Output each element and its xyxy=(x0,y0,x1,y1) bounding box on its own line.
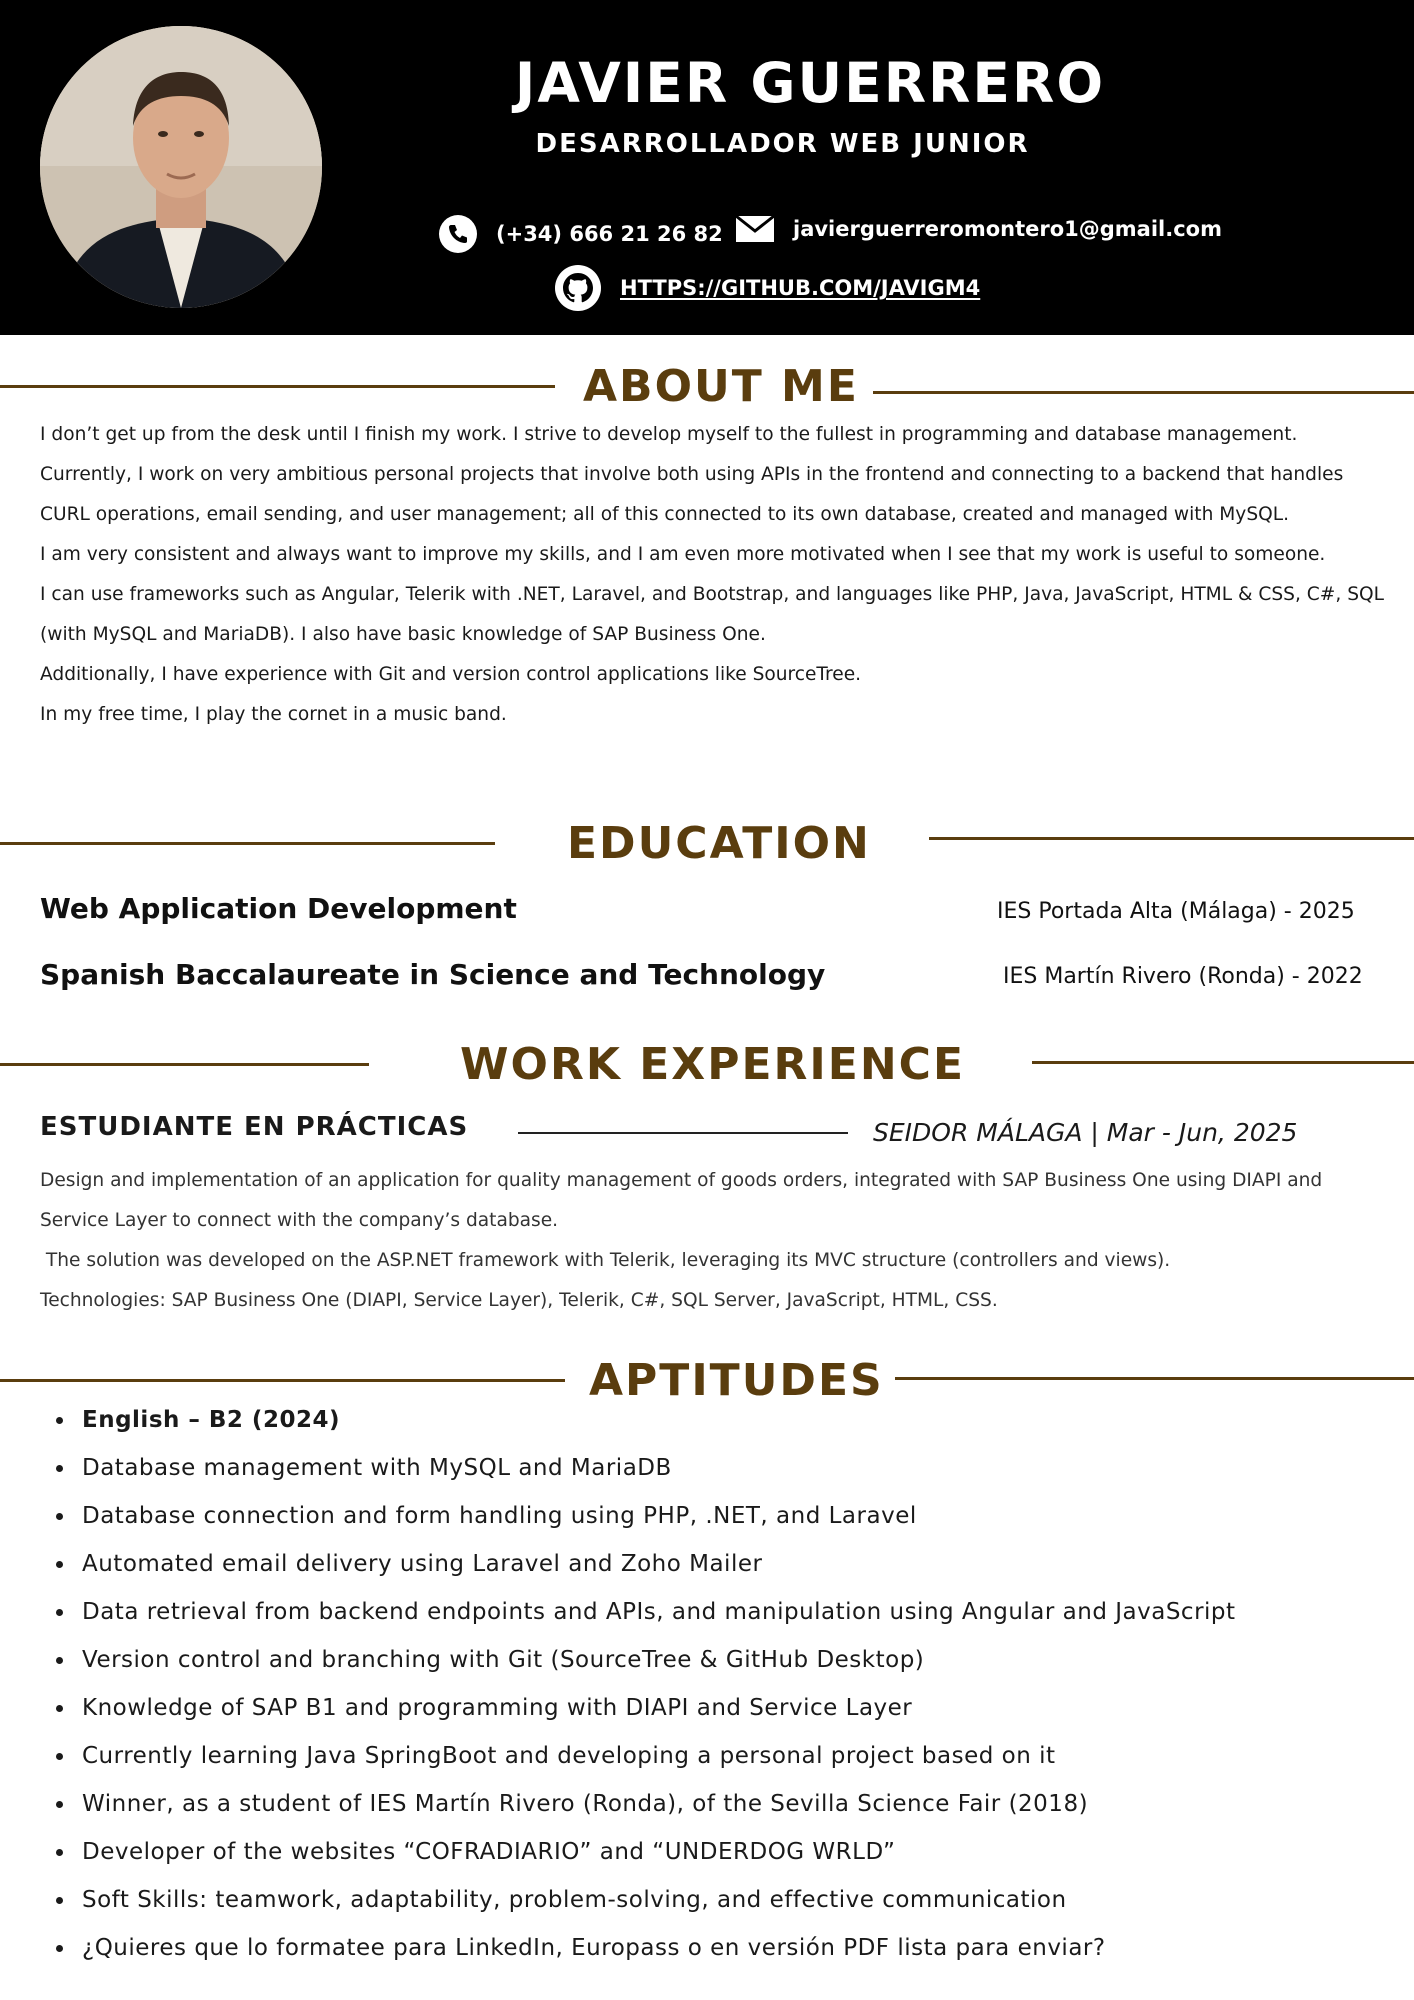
job-description-line: Technologies: SAP Business One (DIAPI, Service Layer), Telerik, C#, SQL Server, JavaScript, HTML, CSS. xyxy=(40,1290,998,1311)
aptitude-item: Version control and branching with Git (SourceTree & GitHub Desktop) xyxy=(40,1636,1400,1684)
candidate-role: DESARROLLADOR WEB JUNIOR xyxy=(535,129,1030,159)
aptitude-item: English – B2 (2024) xyxy=(40,1396,1400,1444)
about-text xyxy=(40,415,1390,735)
header-banner xyxy=(0,0,1414,335)
contact-phone[interactable] xyxy=(438,214,723,254)
aptitude-item: Developer of the websites “COFRADIARIO” and “UNDERDOG WRLD” xyxy=(40,1828,1400,1876)
email-address: javierguerreromontero1@gmail.com xyxy=(793,217,1222,241)
work-divider-right xyxy=(1032,1061,1414,1064)
aptitude-item: ¿Quieres que lo formatee para LinkedIn, Europass o en versión PDF lista para enviar? xyxy=(40,1924,1400,1972)
about-paragraph: In my free time, I play the cornet in a music band. xyxy=(40,704,507,725)
education-divider-left xyxy=(0,842,495,845)
phone-number: (+34) 666 21 26 82 xyxy=(496,222,723,246)
work-divider-left xyxy=(0,1063,369,1066)
job-title-rule xyxy=(518,1132,848,1134)
education-title: Spanish Baccalaureate in Science and Technology xyxy=(40,958,826,991)
github-icon xyxy=(554,264,602,312)
contact-email[interactable] xyxy=(735,214,1222,244)
education-heading: EDUCATION xyxy=(567,818,871,869)
education-title: Web Application Development xyxy=(40,892,517,925)
education-place: IES Portada Alta (Málaga) - 2025 xyxy=(997,899,1355,924)
aptitude-item: Winner, as a student of IES Martín Rivero (Ronda), of the Sevilla Science Fair (2018) xyxy=(40,1780,1400,1828)
aptitudes-list xyxy=(40,1396,1400,1972)
about-divider-right xyxy=(873,391,1414,394)
education-place: IES Martín Rivero (Ronda) - 2022 xyxy=(1003,964,1363,989)
profile-photo xyxy=(40,26,322,308)
aptitudes-divider-right xyxy=(895,1377,1414,1380)
aptitude-item: Database connection and form handling using PHP, .NET, and Laravel xyxy=(40,1492,1400,1540)
about-paragraph: I can use frameworks such as Angular, Telerik with .NET, Laravel, and Bootstrap, and languages like PHP, Java, JavaScript, HTML & CSS, C#, SQL (with MySQL and MariaDB). I also have basic knowledge of SAP Business One. xyxy=(40,584,1384,645)
candidate-name: JAVIER GUERRERO xyxy=(514,51,1106,115)
github-link[interactable]: HTTPS://GITHUB.COM/JAVIGM4 xyxy=(620,276,981,300)
about-heading: ABOUT ME xyxy=(583,361,859,412)
about-paragraph: I am very consistent and always want to improve my skills, and I am even more motivated when I see that my work is useful to someone. xyxy=(40,544,1326,565)
about-paragraph: Additionally, I have experience with Git and version control applications like SourceTree. xyxy=(40,664,862,685)
aptitudes-divider-left xyxy=(0,1379,565,1382)
about-divider-left xyxy=(0,385,555,388)
aptitude-item: Currently learning Java SpringBoot and developing a personal project based on it xyxy=(40,1732,1400,1780)
job-company-dates: SEIDOR MÁLAGA | Mar - Jun, 2025 xyxy=(873,1118,1298,1147)
work-heading: WORK EXPERIENCE xyxy=(460,1039,965,1090)
aptitude-item: Automated email delivery using Laravel and Zoho Mailer xyxy=(40,1540,1400,1588)
aptitude-item: Database management with MySQL and MariaDB xyxy=(40,1444,1400,1492)
education-divider-right xyxy=(929,837,1414,840)
aptitude-item: Data retrieval from backend endpoints and APIs, and manipulation using Angular and JavaScript xyxy=(40,1588,1400,1636)
job-description-line: Design and implementation of an application for quality management of goods orders, integrated with SAP Business One using DIAPI and Service Layer to connect with the company’s database. xyxy=(40,1170,1323,1231)
phone-icon xyxy=(438,214,478,254)
aptitudes-heading: APTITUDES xyxy=(589,1355,884,1406)
job-description-line: The solution was developed on the ASP.NET framework with Telerik, leveraging its MVC structure (controllers and views). xyxy=(40,1250,1171,1271)
about-paragraph: I don’t get up from the desk until I finish my work. I strive to develop myself to the fullest in programming and database management. Currently, I work on very ambitious personal projects that involve both using APIs in the frontend and connecting to a backend that handles CURL operations, email sending, and user management; all of this connected to its own database, created and managed with MySQL. xyxy=(40,424,1344,525)
job-description xyxy=(40,1161,1380,1321)
job-title: ESTUDIANTE EN PRÁCTICAS xyxy=(40,1112,469,1142)
avatar xyxy=(40,26,322,308)
envelope-icon xyxy=(735,214,775,244)
aptitude-item: Knowledge of SAP B1 and programming with DIAPI and Service Layer xyxy=(40,1684,1400,1732)
contact-github[interactable] xyxy=(554,264,980,312)
aptitude-item: Soft Skills: teamwork, adaptability, problem-solving, and effective communication xyxy=(40,1876,1400,1924)
